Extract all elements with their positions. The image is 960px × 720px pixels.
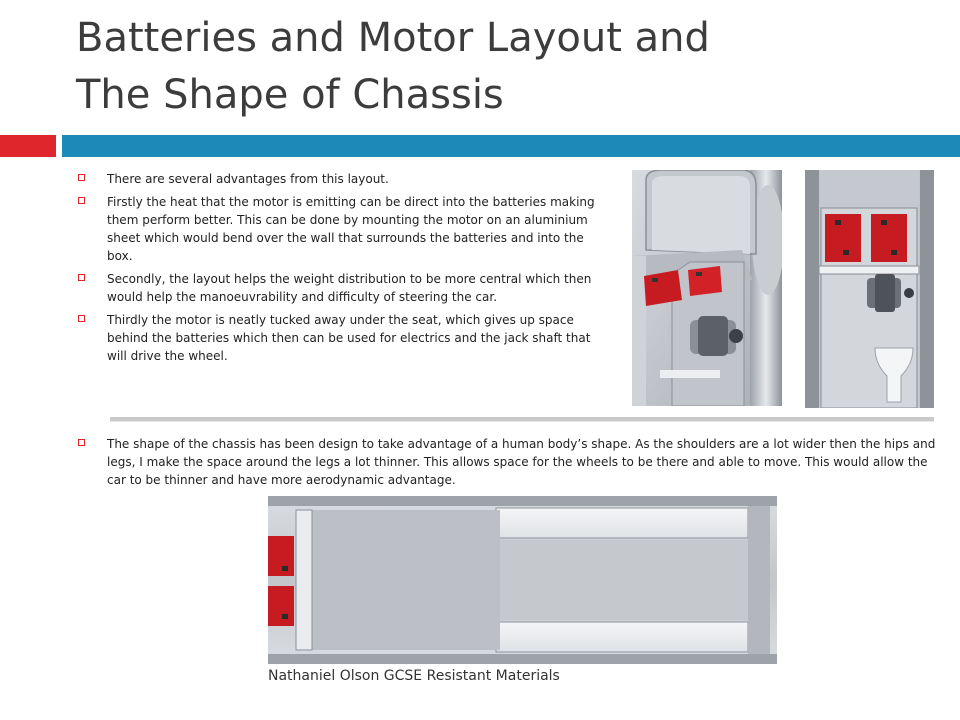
square-bullet-icon bbox=[78, 274, 85, 281]
bullet-item bbox=[74, 311, 604, 365]
slide-title-line-1: Batteries and Motor Layout and bbox=[76, 15, 710, 61]
slide-title-line-2: The Shape of Chassis bbox=[76, 72, 504, 118]
slide-title bbox=[76, 10, 916, 124]
bullet-text: Secondly, the layout helps the weight distribution to be more central which then would help the manoeuvrability and difficulty of steering the car. bbox=[107, 272, 592, 304]
footer-author: Nathaniel Olson GCSE Resistant Materials bbox=[268, 668, 560, 684]
render-chassis-top bbox=[268, 496, 777, 664]
square-bullet-icon bbox=[78, 315, 85, 322]
bullet-text: Thirdly the motor is neatly tucked away under the seat, which gives up space behind the batteries which then can be used for electrics and the jack shaft that will drive the wheel. bbox=[107, 313, 591, 363]
square-bullet-icon bbox=[78, 197, 85, 204]
bullet-text: There are several advantages from this layout. bbox=[107, 172, 389, 186]
bullet-list bbox=[74, 170, 604, 370]
bullet-item-chassis-shape bbox=[74, 435, 943, 489]
accent-bar-red bbox=[0, 135, 56, 157]
render-batteries-motor-top bbox=[805, 170, 934, 408]
bullet-item bbox=[74, 170, 604, 188]
render-batteries-motor-angled bbox=[632, 170, 782, 406]
bullet-text: Firstly the heat that the motor is emitting can be direct into the batteries making them perform better. This can be done by mounting the motor on an aluminium sheet which would bend over the wall that surrounds the batteries and into the box. bbox=[107, 195, 595, 263]
divider-line bbox=[110, 417, 934, 422]
bullet-text: The shape of the chassis has been design to take advantage of a human body’s shape. As the shoulders are a lot wider then the hips and legs, I make the space around the legs a lot thinner. This allows space for the wheels to be there and able to move. This would allow the car to be thinner and have more aerodynamic advantage. bbox=[107, 437, 936, 487]
render-batteries-motor-angled-graphic bbox=[632, 170, 782, 406]
render-batteries-motor-top-graphic bbox=[805, 170, 934, 408]
bullet-item bbox=[74, 193, 604, 265]
square-bullet-icon bbox=[78, 174, 85, 181]
square-bullet-icon bbox=[78, 439, 85, 446]
render-chassis-top-graphic bbox=[268, 496, 777, 664]
bullet-item bbox=[74, 270, 604, 306]
accent-bar-blue bbox=[62, 135, 960, 157]
